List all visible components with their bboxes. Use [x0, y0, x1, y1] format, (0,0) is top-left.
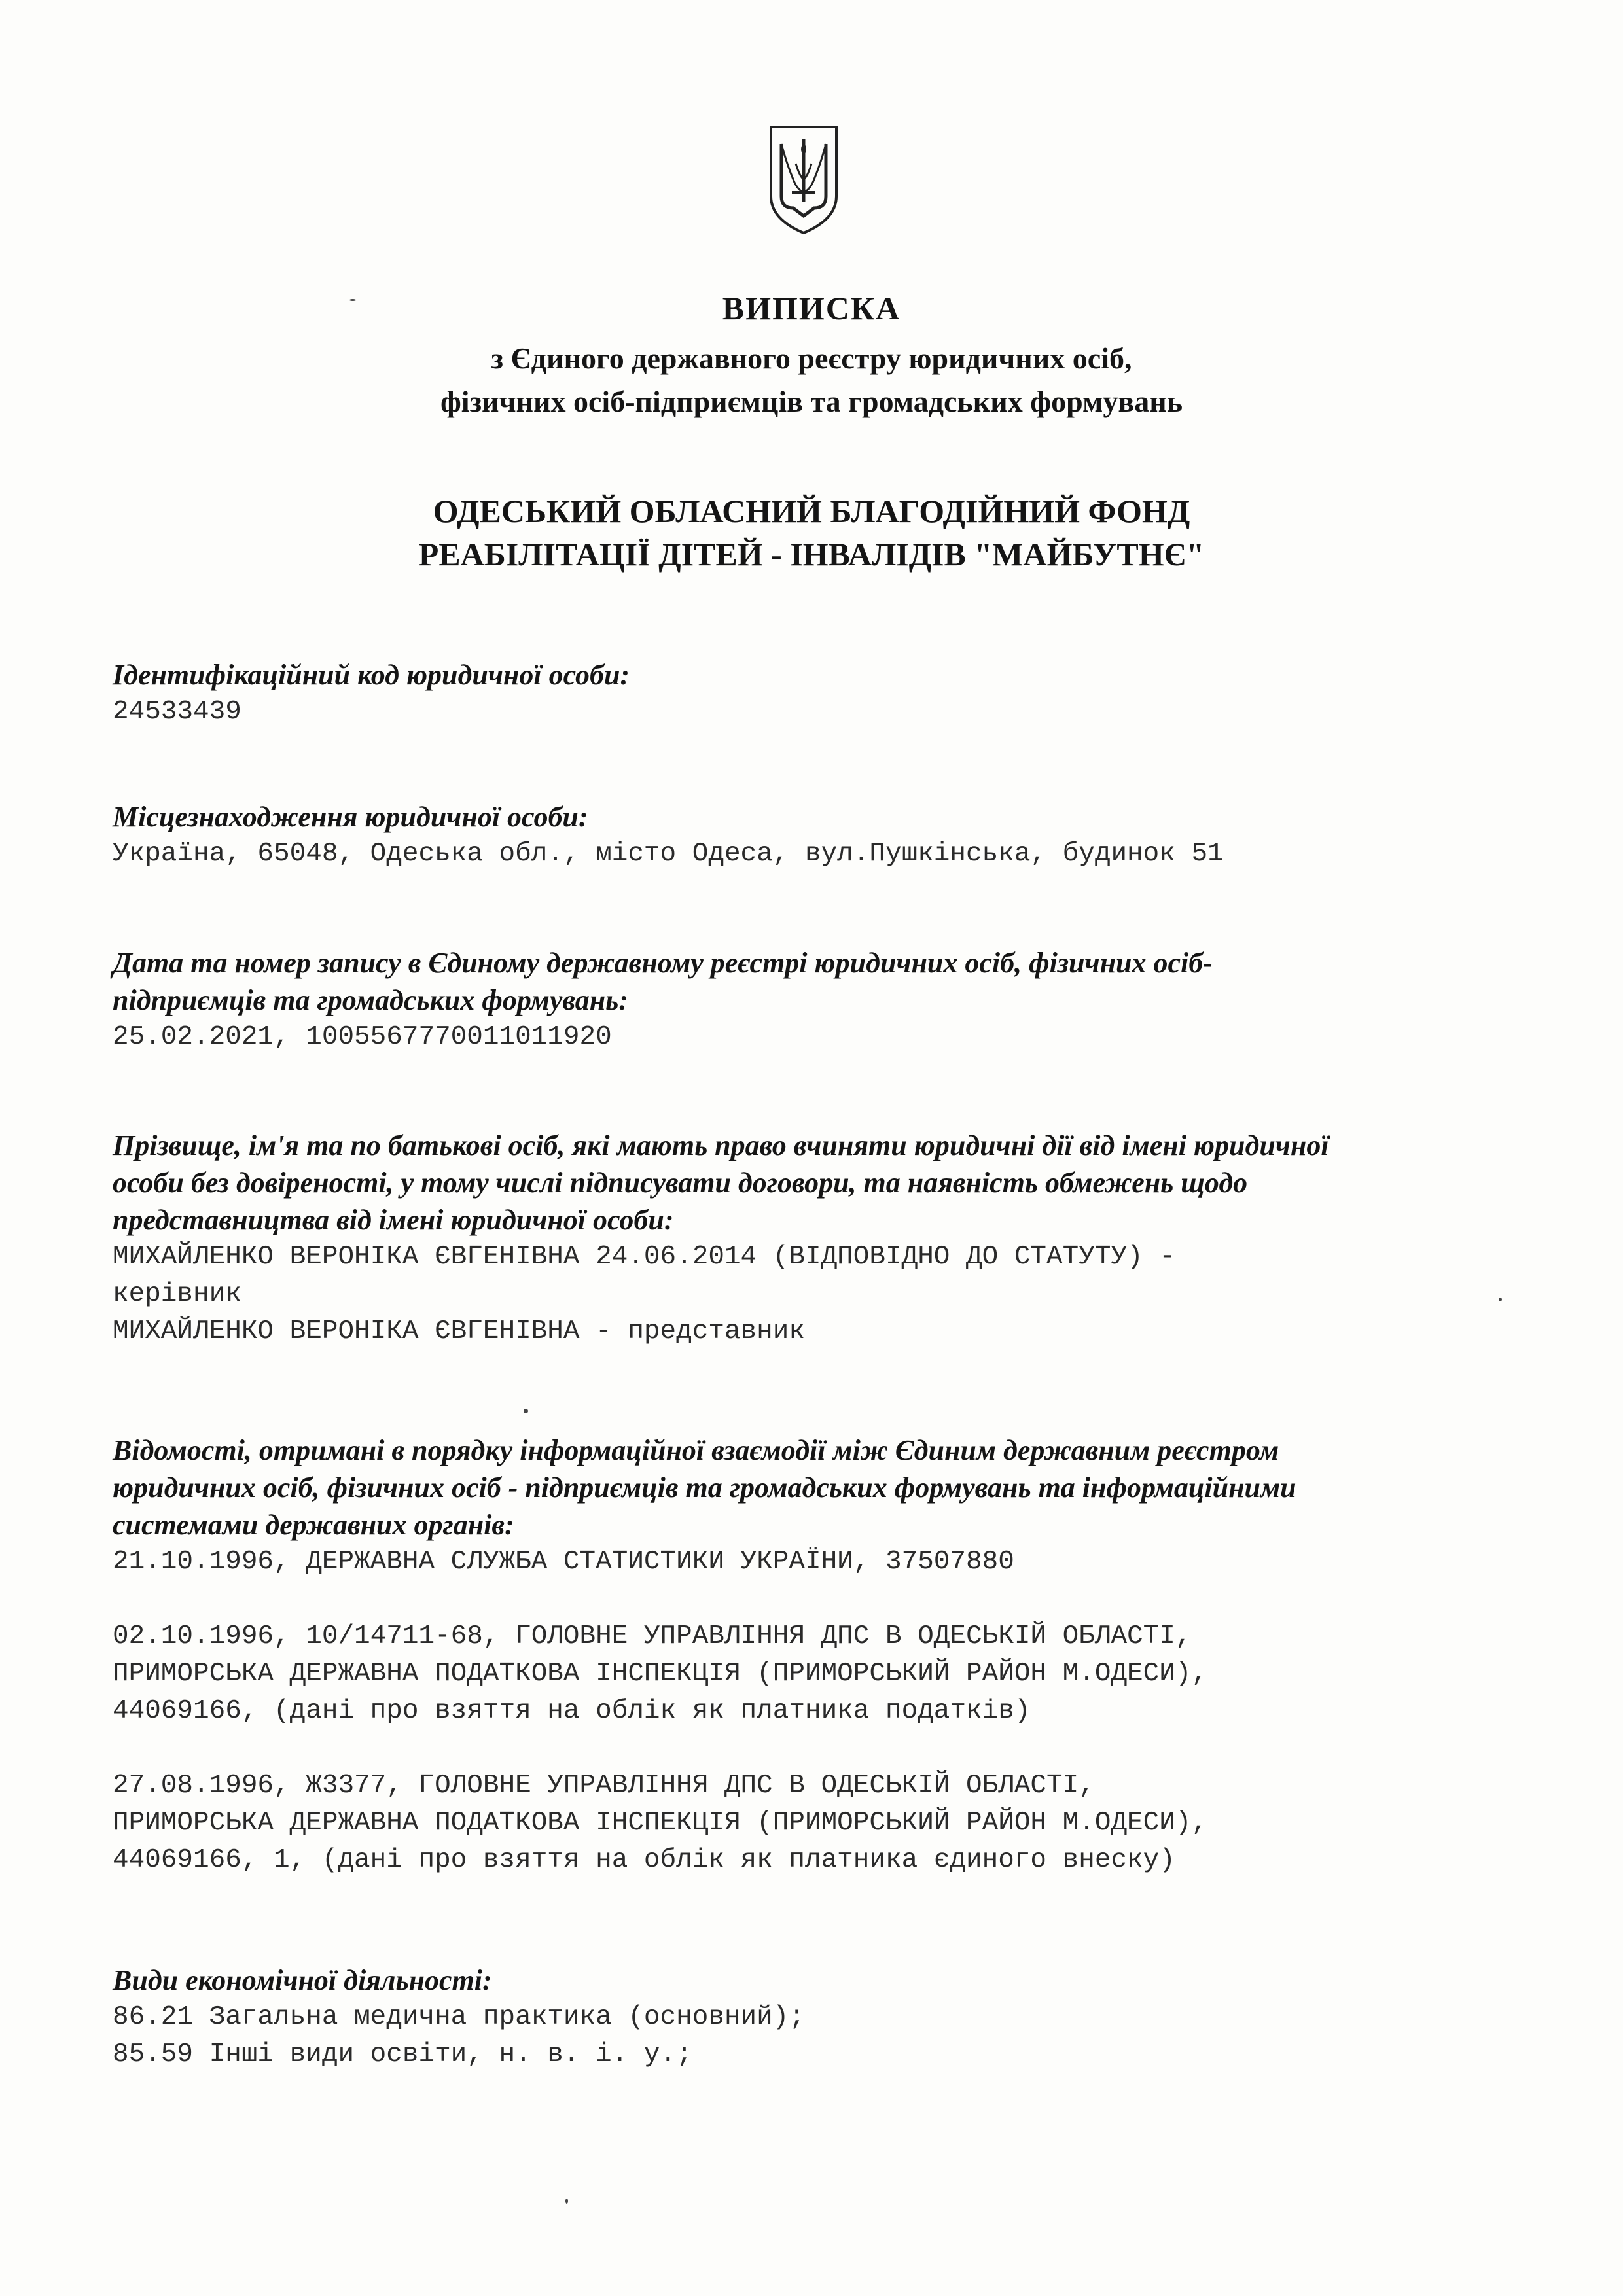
interaction-label-line: Відомості, отримані в порядку інформаційної взаємодії між Єдиним державним реєстром [113, 1434, 1279, 1466]
organization-name-line: РЕАБІЛІТАЦІЇ ДІТЕЙ - ІНВАЛІДІВ "МАЙБУТНЄ" [418, 536, 1205, 573]
organization-name-line: ОДЕСЬКИЙ ОБЛАСНИЙ БЛАГОДІЙНИЙ ФОНД [433, 493, 1190, 529]
registration-label-line: Дата та номер запису в Єдиному державному реєстрі юридичних осіб, фізичних осіб- [113, 947, 1213, 979]
interaction-entry-line: 21.10.1996, ДЕРЖАВНА СЛУЖБА СТАТИСТИКИ УКРАЇНИ, 37507880 [113, 1547, 1014, 1577]
interaction-label-line: системами державних органів: [113, 1509, 514, 1541]
activity-item: 86.21 Загальна медична практика (основний); [113, 2002, 805, 2032]
activity-item: 85.59 Інші види освіти, н. в. і. у.; [113, 2040, 692, 2070]
identification-label: Ідентифікаційний код юридичної особи: [113, 659, 630, 691]
spacer [113, 1730, 1520, 1767]
representatives-value-line: МИХАЙЛЕНКО ВЕРОНІКА ЄВГЕНІВНА 24.06.2014 (ВІДПОВІДНО ДО СТАТУТУ) - [113, 1242, 1175, 1272]
activities-section [113, 1962, 1520, 2074]
registration-label-line: підприємців та громадських формувань: [113, 984, 628, 1016]
interaction-entry-line: 44069166, 1, (дані про взяття на облік як платника єдиного внеску) [113, 1845, 1175, 1875]
location-label: Місцезнаходження юридичної особи: [113, 801, 588, 833]
registration-section [113, 944, 1520, 1056]
activities-label: Види економічної діяльності: [113, 1964, 492, 1996]
organization-name [196, 489, 1427, 576]
interaction-entry-line: ПРИМОРСЬКА ДЕРЖАВНА ПОДАТКОВА ІНСПЕКЦІЯ (ПРИМОРСЬКИЙ РАЙОН М.ОДЕСИ), [113, 1808, 1208, 1838]
interaction-entry-line: 27.08.1996, Ж3377, ГОЛОВНЕ УПРАВЛІННЯ ДПС В ОДЕСЬКІЙ ОБЛАСТІ, [113, 1771, 1095, 1801]
interaction-entry-line: 44069166, (дані про взяття на облік як платника податків) [113, 1696, 1031, 1726]
subtitle-line: з Єдиного державного реєстру юридичних осіб, [491, 342, 1132, 375]
scan-speck [524, 1409, 528, 1413]
location-value: Україна, 65048, Одеська обл., місто Одеса, вул.Пушкінська, будинок 51 [113, 839, 1224, 869]
representatives-value-line: керівник [113, 1279, 241, 1309]
location-section [113, 798, 1520, 873]
representatives-label-line: представництва від імені юридичної особи: [113, 1204, 674, 1236]
interaction-section [113, 1432, 1520, 1879]
representatives-section [113, 1127, 1520, 1351]
representatives-label-line: Прізвище, ім'я та по батькові осіб, які мають право вчиняти юридичні дії від імені юридичної [113, 1129, 1329, 1161]
scan-speck [1499, 1298, 1502, 1301]
scan-speck [349, 299, 356, 301]
registration-value: 25.02.2021, 1005567770011011920 [113, 1022, 612, 1052]
identification-section [113, 656, 1520, 731]
spacer [113, 1581, 1520, 1618]
interaction-label-line: юридичних осіб, фізичних осіб - підприємців та громадських формувань та інформаційними [113, 1472, 1296, 1504]
trident-emblem-icon [767, 124, 840, 236]
representatives-label-line: особи без довіреності, у тому числі підписувати договори, та наявність обмежень щодо [113, 1167, 1248, 1199]
document-subtitle [196, 337, 1427, 423]
interaction-entry-line: ПРИМОРСЬКА ДЕРЖАВНА ПОДАТКОВА ІНСПЕКЦІЯ (ПРИМОРСЬКИЙ РАЙОН М.ОДЕСИ), [113, 1659, 1208, 1689]
identification-value: 24533439 [113, 697, 241, 727]
document-title: ВИПИСКА [722, 290, 901, 327]
representatives-value-line: МИХАЙЛЕНКО ВЕРОНІКА ЄВГЕНІВНА - представник [113, 1316, 805, 1347]
interaction-entry-line: 02.10.1996, 10/14711-68, ГОЛОВНЕ УПРАВЛІННЯ ДПС В ОДЕСЬКІЙ ОБЛАСТІ, [113, 1621, 1192, 1651]
scan-speck [565, 2199, 568, 2204]
subtitle-line: фізичних осіб-підприємців та громадських формувань [440, 385, 1183, 418]
